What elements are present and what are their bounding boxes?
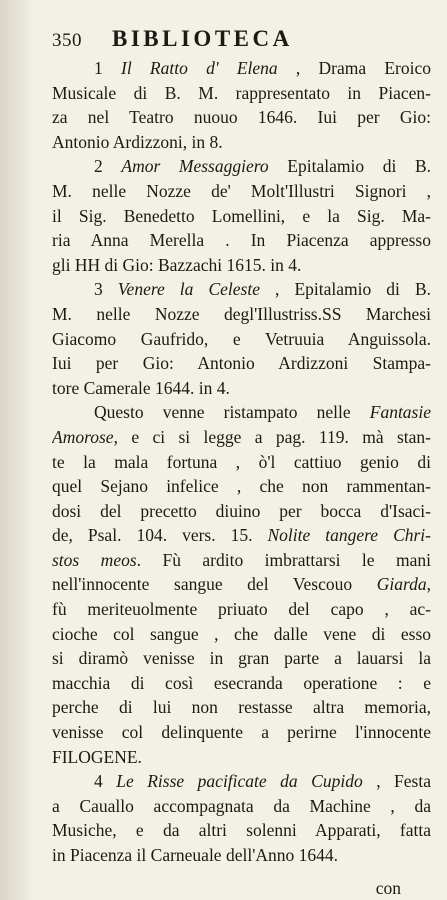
text-line xyxy=(52,179,431,204)
text-run: ria Anna Merella . In Piacenza appresso xyxy=(52,230,431,251)
text-run: 3 xyxy=(94,279,118,300)
text-line xyxy=(52,745,431,770)
text-run: 4 xyxy=(94,771,117,792)
text-run: 2 xyxy=(94,156,122,177)
text-run: . Fù ardito imbrattarsi le mani xyxy=(136,549,431,570)
entry-3-commentary xyxy=(52,400,431,769)
text-run: M. nelle Nozze degl'Illustriss.SS Marchesi xyxy=(52,303,431,324)
text-run: macchia di così esecranda operatione : e xyxy=(52,672,431,693)
text-run: Questo venne ristampato nelle xyxy=(94,402,370,423)
text-line xyxy=(52,671,431,696)
text-line xyxy=(52,548,431,573)
text-run: de, Psal. 104. vers. 15. xyxy=(52,525,268,546)
text-line xyxy=(52,105,431,130)
text-line xyxy=(52,646,431,671)
text-line xyxy=(52,474,431,499)
text-line xyxy=(52,81,431,106)
text-run: , Drama Eroico xyxy=(277,58,431,78)
text-run: tore Camerale 1644. in 4. xyxy=(52,377,230,398)
italic-title: Fantasie xyxy=(369,402,431,423)
text-line xyxy=(52,204,431,229)
italic-title: Le Risse pacificate da Cupido xyxy=(116,771,363,792)
text-line xyxy=(52,351,431,376)
text-line xyxy=(52,130,431,155)
text-line xyxy=(52,695,431,720)
text-line xyxy=(52,450,431,475)
text-run: cioche col sangue , che dalle vene di esso xyxy=(52,623,431,644)
italic-title: stos meos xyxy=(52,549,137,570)
text-run: Epitalamio di B. xyxy=(268,156,431,177)
italic-title: Venere la Celeste xyxy=(117,279,260,300)
text-run: , xyxy=(426,574,431,595)
text-run: si diramò venisse in gran parte a lauarsi la xyxy=(52,648,431,669)
text-line xyxy=(52,302,431,327)
text-line xyxy=(52,277,431,302)
entry-2 xyxy=(52,154,431,277)
text-run: , e ci si legge a pag. 119. mà stan- xyxy=(113,426,431,447)
text-run: a Cauallo accompagnata da Machine , da xyxy=(52,795,431,816)
italic-title: Il Ratto d' Elena xyxy=(121,58,278,78)
text-run: FILOGENE. xyxy=(52,746,142,767)
text-run: Musiche, e da altri solenni Apparati, fatta xyxy=(52,820,431,841)
text-run: Musicale di B. M. rappresentato in Piacen- xyxy=(52,82,431,103)
text-run: Antonio Ardizzoni, in 8. xyxy=(52,131,223,152)
text-run: 1 xyxy=(94,58,121,78)
text-line xyxy=(52,327,431,352)
entry-1 xyxy=(52,56,431,154)
text-run: fù meriteuolmente priuato del capo , ac- xyxy=(52,599,431,620)
italic-title: Amor Messaggiero xyxy=(121,156,269,177)
page-header xyxy=(52,26,431,54)
text-line xyxy=(52,794,431,819)
text-run: quel Sejano infelice , che non rammentan- xyxy=(52,476,431,497)
italic-title: Amorose xyxy=(52,426,114,447)
text-run: nell'innocente sangue del Vescouo xyxy=(52,574,377,595)
text-line xyxy=(52,523,431,548)
text-line xyxy=(52,56,431,81)
text-line xyxy=(52,499,431,524)
text-line xyxy=(52,769,431,794)
text-line xyxy=(52,400,431,425)
entry-4 xyxy=(52,769,431,867)
running-head: BIBLIOTECA xyxy=(112,26,293,51)
text-run: , Epitalamio di B. xyxy=(259,279,431,300)
text-run: te la mala fortuna , ò'l cattiuo genio di xyxy=(52,451,431,472)
entry-3 xyxy=(52,277,431,400)
text-run: gli HH di Gio: Bazzachi 1615. in 4. xyxy=(52,254,302,275)
text-run: il Sig. Benedetto Lomellini, e la Sig. Ma- xyxy=(52,205,431,226)
text-line xyxy=(52,376,431,401)
text-run: dosi del precetto diuino per bocca d'Isaci- xyxy=(52,500,431,521)
text-run: in Piacenza il Carneuale dell'Anno 1644. xyxy=(52,845,338,865)
italic-title: Nolite tangere Chri- xyxy=(267,525,431,546)
text-run: , Festa xyxy=(362,771,431,792)
text-run: za nel Teatro nuouo 1646. Iui per Gio: xyxy=(52,107,431,128)
text-line xyxy=(52,228,431,253)
text-run: Iui per Gio: Antonio Ardizzoni Stampa- xyxy=(52,353,431,374)
text-line xyxy=(52,818,431,843)
text-line xyxy=(52,720,431,745)
page-gutter-shadow xyxy=(0,0,34,900)
text-run: perche di lui non restasse altra memoria, xyxy=(52,697,431,718)
text-run: venisse col delinquente a perirne l'innocente xyxy=(52,722,431,743)
page-number: 350 xyxy=(52,30,82,51)
text-line xyxy=(52,154,431,179)
text-line xyxy=(52,597,431,622)
text-line xyxy=(52,572,431,597)
text-line xyxy=(52,622,431,647)
text-run: Giacomo Gaufrido, e Vetruuia Anguissola. xyxy=(52,328,431,349)
text-run: M. nelle Nozze de' Molt'Illustri Signori , xyxy=(52,180,431,201)
body-text xyxy=(52,56,431,868)
catchword: con xyxy=(375,877,401,898)
text-line xyxy=(52,843,431,868)
text-line xyxy=(52,253,431,278)
text-line xyxy=(52,425,431,450)
italic-title: Giarda xyxy=(376,574,427,595)
